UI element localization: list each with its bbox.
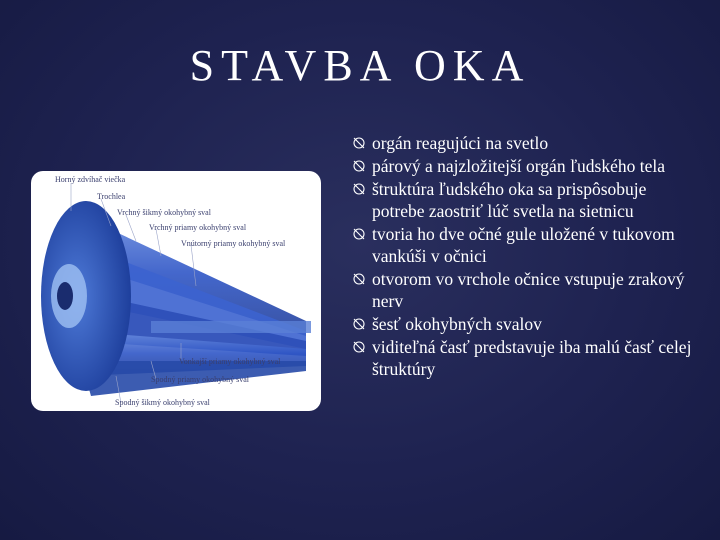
circle-slash-icon	[352, 182, 366, 196]
bullet-item	[352, 336, 697, 380]
eye-anatomy-illustration	[31, 171, 321, 411]
bullet-text: šesť okohybných svalov	[372, 314, 542, 334]
circle-slash-icon	[352, 227, 366, 241]
eye-muscles-drawing	[31, 171, 321, 411]
bullet-item	[352, 313, 697, 335]
bullet-text: párový a najzložitejší orgán ľudského tela	[372, 156, 666, 176]
label-lateral-rectus: Vonkajší priamy okohybný sval	[179, 357, 281, 366]
label-medial-rectus: Vnútorný priamy okohybný sval	[181, 239, 286, 248]
bullet-item	[352, 223, 697, 267]
bullet-item	[352, 268, 697, 312]
bullet-text: otvorom vo vrchole očnice vstupuje zrakový nerv	[372, 269, 685, 311]
slide-title: STAVBA OKA	[189, 41, 531, 90]
bullet-item	[352, 178, 697, 222]
bullet-item	[352, 155, 697, 177]
bullet-list	[352, 132, 697, 381]
circle-slash-icon	[352, 317, 366, 331]
bullet-text: štruktúra ľudského oka sa prispôsobuje potrebe zaostriť lúč svetla na sietnicu	[372, 179, 647, 221]
label-superior-rectus: Vrchný priamy okohybný sval	[149, 223, 247, 232]
label-inferior-oblique: Spodný šikmý okohybný sval	[115, 398, 210, 407]
bullet-text: viditeľná časť predstavuje iba malú časť celej štruktúry	[372, 337, 692, 379]
circle-slash-icon	[352, 340, 366, 354]
circle-slash-icon	[352, 159, 366, 173]
bullet-item	[352, 132, 697, 154]
label-levator: Horný zdvíhač viečka	[55, 175, 126, 184]
bullet-text: tvoria ho dve očné gule uložené v tukovom vankúši v očnici	[372, 224, 675, 266]
circle-slash-icon	[352, 136, 366, 150]
label-trochlea: Trochlea	[97, 192, 126, 201]
bullet-text: orgán reagujúci na svetlo	[372, 133, 549, 153]
circle-slash-icon	[352, 272, 366, 286]
label-inferior-rectus: Spodný priamy okohybný sval	[151, 375, 249, 384]
label-superior-oblique: Vrchný šikmý okohybný sval	[117, 208, 211, 217]
